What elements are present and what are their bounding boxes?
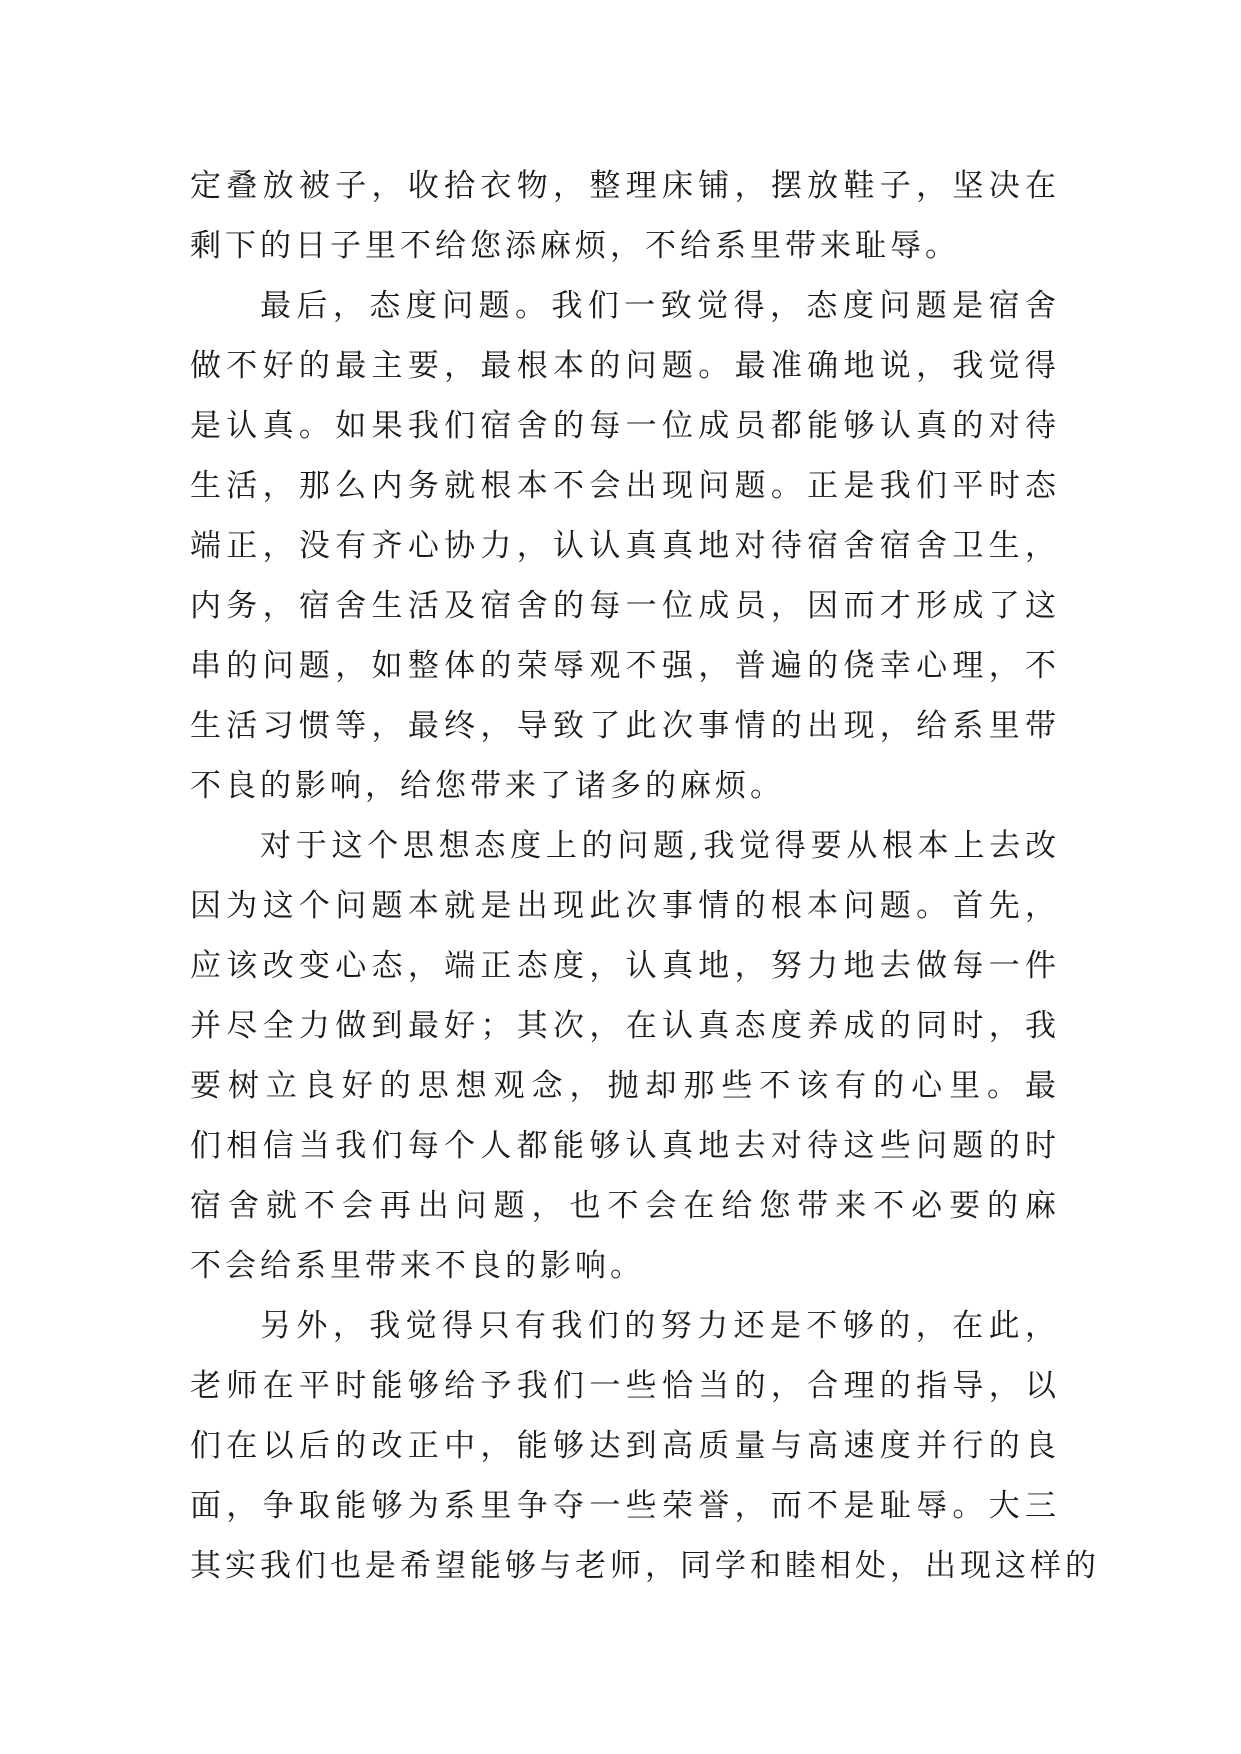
paragraph — [190, 1296, 1100, 1596]
text-line: 老师在平时能够给予我们一些恰当的，合理的指导，以 — [190, 1368, 1060, 1404]
text-line: 最后，态度问题。我们一致觉得，态度问题是宿舍 — [260, 288, 1060, 324]
text-line: 定叠放被子，收拾衣物，整理床铺，摆放鞋子，坚决在 — [190, 168, 1060, 204]
text-line: 剩下的日子里不给您添麻烦，不给系里带来耻辱。 — [190, 228, 960, 264]
text-line: 端正，没有齐心协力，认认真真地对待宿舍宿舍卫生， — [190, 528, 1060, 564]
paragraph — [190, 816, 1060, 1296]
text-line: 面，争取能够为系里争夺一些荣誉，而不是耻辱。大三 — [190, 1488, 1060, 1524]
text-line: 对于这个思想态度上的问题,我觉得要从根本上去改 — [260, 828, 1060, 864]
text-line: 要树立良好的思想观念，抛却那些不该有的心里。最 — [190, 1068, 1060, 1104]
text-line: 不会给系里带来不良的影响。 — [190, 1248, 645, 1284]
text-line: 另外，我觉得只有我们的努力还是不够的，在此， — [260, 1308, 1060, 1344]
text-line: 应该改变心态，端正态度，认真地，努力地去做每一件 — [190, 948, 1060, 984]
text-line: 生活习惯等，最终，导致了此次事情的出现，给系里带 — [190, 708, 1060, 744]
paragraph — [190, 276, 1060, 816]
text-line: 做不好的最主要，最根本的问题。最准确地说，我觉得 — [190, 348, 1060, 384]
text-line: 生活，那么内务就根本不会出现问题。正是我们平时态 — [190, 468, 1060, 504]
text-line: 不良的影响，给您带来了诸多的麻烦。 — [190, 768, 785, 804]
document-body — [190, 156, 1100, 1596]
text-line: 们在以后的改正中，能够达到高质量与高速度并行的良 — [190, 1428, 1060, 1464]
text-line: 们相信当我们每个人都能够认真地去对待这些问题的时 — [190, 1128, 1060, 1164]
text-line: 因为这个问题本就是出现此次事情的根本问题。首先， — [190, 888, 1060, 924]
text-line: 并尽全力做到最好；其次，在认真态度养成的同时，我 — [190, 1008, 1060, 1044]
text-line: 是认真。如果我们宿舍的每一位成员都能够认真的对待 — [190, 408, 1060, 444]
text-line: 内务，宿舍生活及宿舍的每一位成员，因而才形成了这 — [190, 588, 1060, 624]
text-line: 串的问题，如整体的荣辱观不强，普遍的侥幸心理，不 — [190, 648, 1060, 684]
text-line: 宿舍就不会再出问题，也不会在给您带来不必要的麻 — [190, 1188, 1060, 1224]
paragraph — [190, 156, 1060, 276]
text-line: 其实我们也是希望能够与老师，同学和睦相处，出现这样的 — [190, 1548, 1100, 1584]
